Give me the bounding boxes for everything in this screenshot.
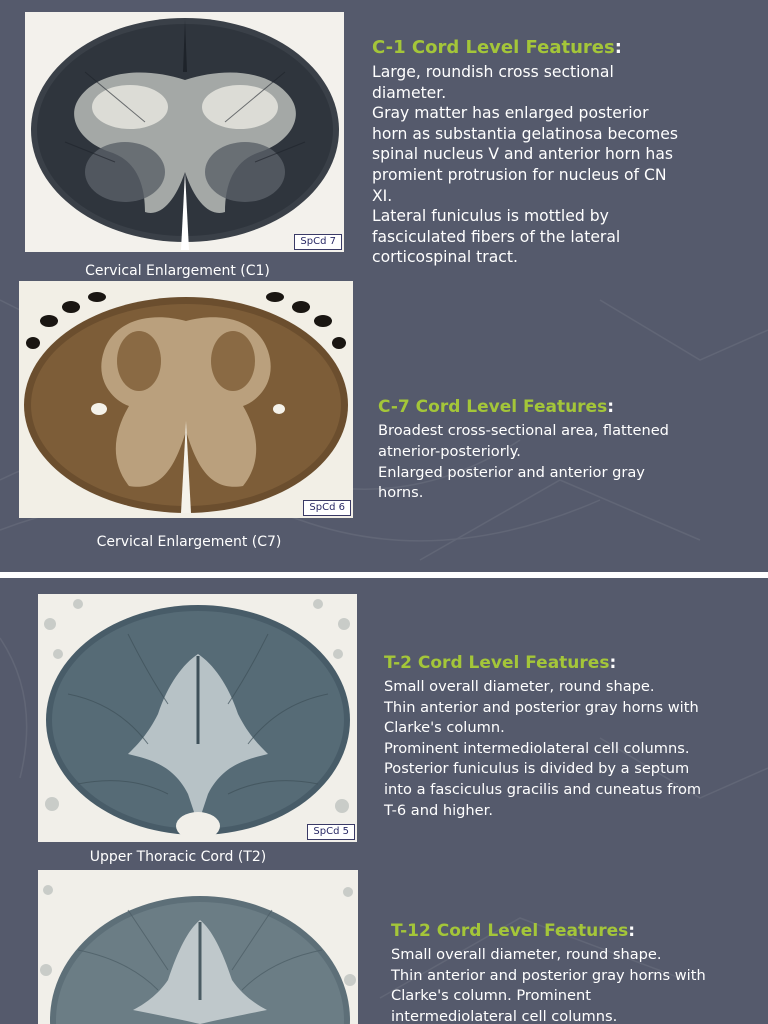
t2-line: Posterior funiculus is divided by a septum (384, 760, 690, 778)
c1-line: Large, roundish cross sectional (372, 63, 614, 81)
c1-line: promient protrusion for nucleus of CN (372, 165, 667, 184)
c7-heading: C-7 Cord Level Features: (378, 397, 615, 417)
c1-line: corticospinal tract. (372, 248, 518, 267)
t12-section-image (38, 870, 358, 1024)
t2-section-image (38, 594, 357, 842)
c1-line: fasciculated fibers of the lateral (372, 227, 621, 246)
c7-features-text (378, 395, 669, 504)
c7-line: Broadest cross-sectional area, flattened (378, 422, 669, 439)
c1-section-image (25, 12, 344, 252)
c7-line: atnerior-posteriorly. (378, 442, 521, 460)
c1-line: Lateral funiculus is mottled by (372, 207, 609, 226)
t2-line: Prominent intermediolateral cell columns. (384, 739, 690, 757)
t2-features-text (384, 651, 701, 821)
t12-line: Small overall diameter, round shape. (391, 946, 662, 963)
c1-line: Gray matter has enlarged posterior (372, 104, 649, 123)
c1-caption: Cervical Enlargement (C1) (85, 263, 270, 279)
t2-line: Clarke's column. (384, 719, 505, 737)
c1-line: spinal nucleus V and anterior horn has (372, 145, 673, 164)
t12-heading: T-12 Cord Level Features: (391, 921, 636, 941)
t12-line: intermediolateral cell columns. (391, 1007, 618, 1024)
t2-image-tag: SpCd 5 (307, 824, 355, 840)
c7-section-image (19, 281, 353, 518)
t12-line: Thin anterior and posterior gray horns with (391, 966, 706, 984)
t2-caption: Upper Thoracic Cord (T2) (89, 849, 267, 865)
c7-caption: Cervical Enlargement (C7) (96, 534, 282, 550)
c1-heading: C-1 Cord Level Features: (372, 37, 622, 58)
t2-line: T-6 and higher. (384, 801, 493, 819)
c1-line: XI. (372, 186, 393, 205)
t2-line: into a fasciculus gracilis and cuneatus from (384, 780, 702, 798)
c1-image-tag: SpCd 7 (294, 234, 342, 250)
slide-thoracic (0, 578, 768, 1024)
c1-line: horn as substantia gelatinosa becomes (372, 124, 678, 143)
t2-heading: T-2 Cord Level Features: (384, 653, 617, 673)
c1-features-text (372, 36, 678, 268)
t12-features-text (391, 919, 706, 1024)
t2-line: Thin anterior and posterior gray horns with (384, 698, 699, 716)
t2-line: Small overall diameter, round shape. (384, 678, 655, 695)
t12-line: Clarke's column. Prominent (391, 987, 591, 1005)
c7-line: horns. (378, 484, 424, 502)
c7-line: Enlarged posterior and anterior gray (378, 463, 645, 481)
c7-image-tag: SpCd 6 (303, 500, 351, 516)
c1-line: diameter. (372, 83, 447, 102)
